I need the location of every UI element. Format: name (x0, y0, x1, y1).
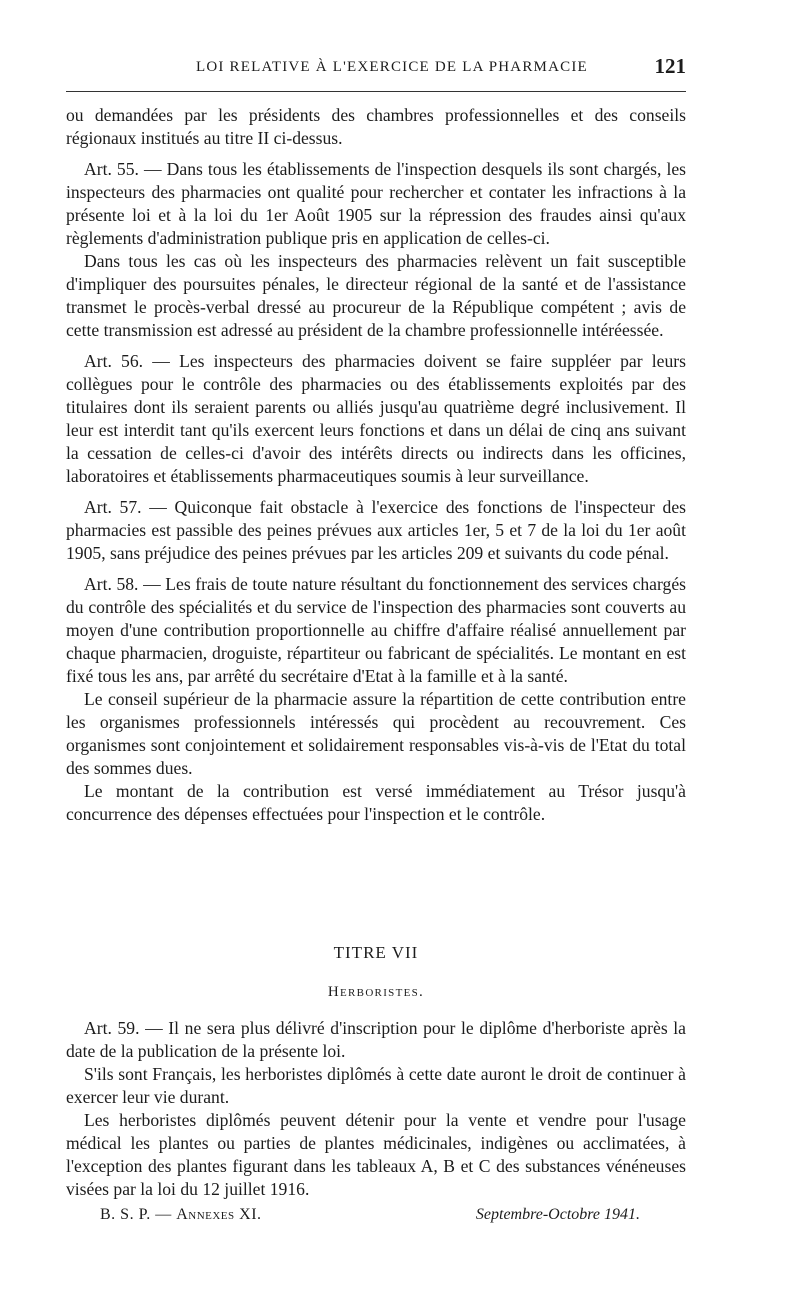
header-rule (66, 91, 686, 92)
running-head (66, 54, 686, 84)
section-title: TITRE VII (333, 943, 419, 962)
footer-left (100, 1206, 262, 1224)
paragraph-art-55: Art. 55. — Dans tous les établissements de l'inspection desquels ils sont chargés, les inspecteurs des pharmacies ont qualité pour rechercher et contater les infractions à la présente loi et à la loi du 1er Août 1905 sur la répression des fraudes ainsi qu'aux règlements d'administration publique pris en application de celles-ci. (66, 159, 686, 248)
paragraph-art-55-cont: Dans tous les cas où les inspecteurs des pharmacies relèvent un fait susceptible d'impliquer des poursuites pénales, le directeur régional de la santé et de l'assistance transmet le procès-verbal dressé au procureur de la République compétent ; avis de cette transmission est adressé au président de la chambre professionnelle intéréessée. (66, 251, 686, 340)
body-text-2 (66, 1017, 686, 1201)
footer-right: Septembre-Octobre 1941. (475, 1206, 640, 1223)
paragraph-art-59-cont-1: S'ils sont Français, les herboristes diplômés à cette date auront le droit de continuer à exercer leur vie durant. (66, 1064, 686, 1107)
footer-left-prefix: B. S. P. — (100, 1206, 177, 1223)
body-text (66, 104, 686, 826)
paragraph-art-58-cont-2: Le montant de la contribution est versé immédiatement au Trésor jusqu'à concurrence des dépenses effectuées pour l'inspection et le contrôle. (66, 781, 686, 824)
paragraph-art-57: Art. 57. — Quiconque fait obstacle à l'exercice des fonctions de l'inspecteur des pharmacies est passible des peines prévues aux articles 1er, 5 et 7 de la loi du 1er août 1905, sans préjudice des peines prévues par les articles 209 et suivants du code pénal. (66, 497, 686, 563)
running-title: LOI RELATIVE À L'EXERCICE DE LA PHARMACIE (196, 59, 588, 75)
paragraph-art-58-cont-1: Le conseil supérieur de la pharmacie assure la répartition de cette contribution entre les organismes professionnels intéressés qui procèdent au recouvrement. Ces organismes sont conjointement et solidairement responsables vis-à-vis de l'Etat du total des sommes dues. (66, 689, 686, 778)
paragraph-art-59-cont-2: Les herboristes diplômés peuvent détenir pour la vente et vendre pour l'usage médical les plantes ou parties de plantes médicinales, indigènes ou acclimatées, à l'exception des plantes figurant dans les tableaux A, B et C des substances vénéneuses visées par la loi du 12 juillet 1916. (66, 1110, 686, 1199)
paragraph-art-59: Art. 59. — Il ne sera plus délivré d'inscription pour le diplôme d'herboriste après la date de la publication de la présente loi. (66, 1018, 686, 1061)
section-subtitle: Herboristes. (327, 984, 425, 1000)
footer-left-suffix: XI. (234, 1206, 262, 1223)
paragraph-art-58: Art. 58. — Les frais de toute nature résultant du fonctionnement des services chargés du contrôle des spécialités et du service de l'inspection des pharmacies sont couverts au moyen d'une contribution proportionnelle au chiffre d'affaire réalisé annuellement par chaque pharmacien, droguiste, répartiteur ou fabricant de spécialités. Le montant en est fixé tous les ans, par arrêté du secrétaire d'Etat à la famille et à la santé. (66, 574, 686, 686)
footer-left-annexes: Annexes (176, 1206, 235, 1223)
paragraph-art-56: Art. 56. — Les inspecteurs des pharmacies doivent se faire suppléer par leurs collègues pour le contrôle des pharmacies ou des établissements exploités par des titulaires dont ils seraient parents ou alliés jusqu'au quatrième degré inclusivement. Il leur est interdit tant qu'ils exercent leurs fonctions et dans un délai de cinq ans suivant la cessation de celles-ci d'avoir des intérêts directs ou indirects dans les officines, laboratoires et établissements pharmaceutiques soumis à leur surveillance. (66, 351, 686, 486)
page-number: 121 (654, 54, 686, 78)
paragraph-continuation: ou demandées par les présidents des chambres professionnelles et des conseils régionaux institués au titre II ci-dessus. (66, 105, 686, 148)
